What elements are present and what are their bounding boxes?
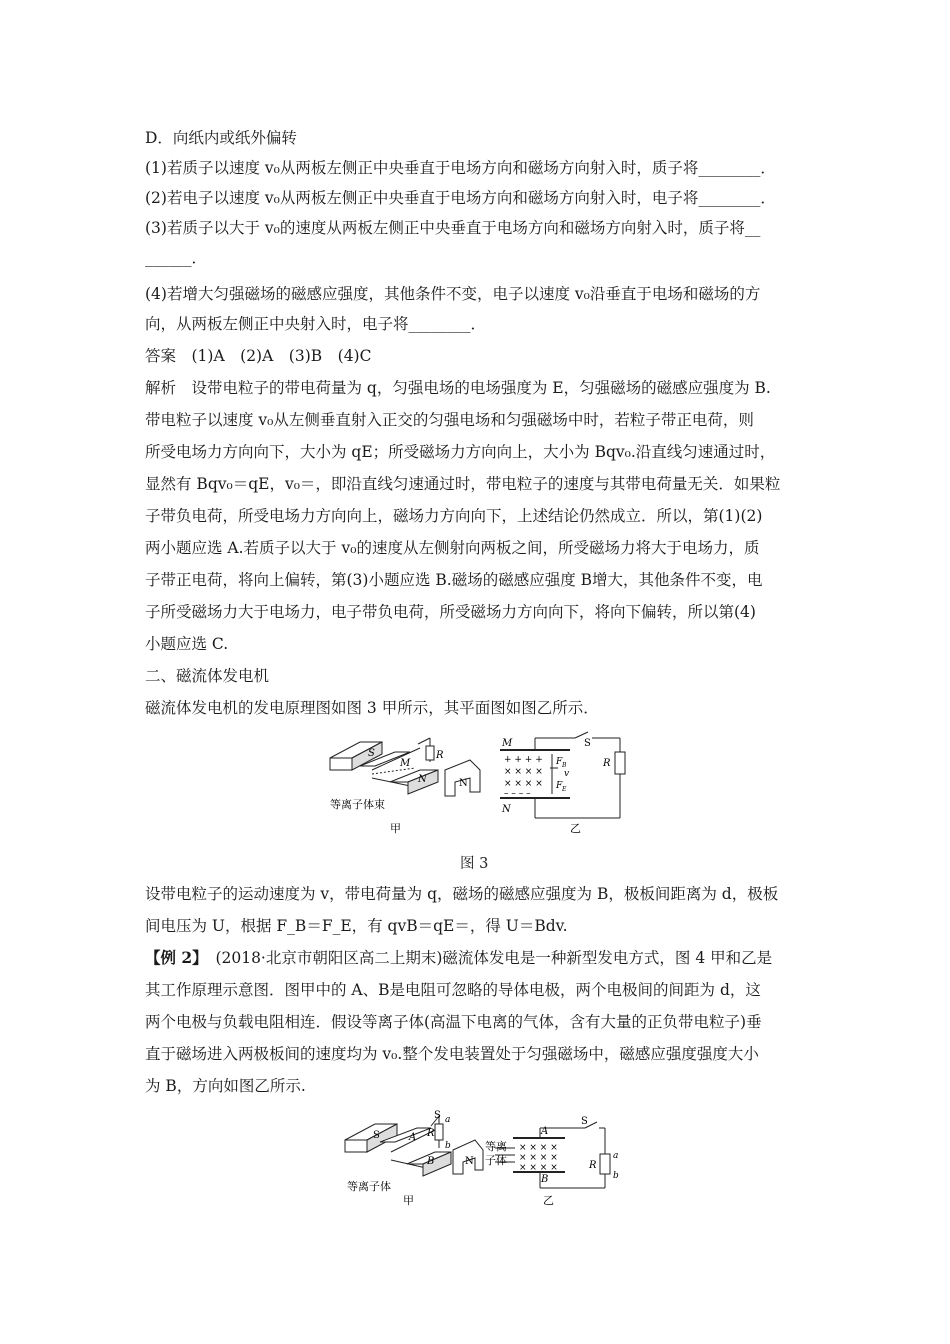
fig3-label-m2: M: [502, 738, 513, 749]
fig4-left-apparatus: [345, 1116, 483, 1176]
example-2-line: 其工作原理示意图．图甲中的 A、B是电阻可忽略的导体电极，两个电极间的间距为 d，这: [145, 981, 761, 999]
example-2-line: 两个电极与负载电阻相连．假设等离子体(高温下电离的气体，含有大量的正负带电粒子)垂: [145, 1013, 762, 1031]
fig3-label-v: v: [564, 769, 570, 779]
question-4-cont: 向，从两板左侧正中央射入时，电子将________．: [145, 315, 487, 333]
analysis-line: 两小题应选 A.若质子以大于 v₀的速度从左侧射向两板之间，所受磁场力将大于电场力，质: [145, 539, 760, 557]
answer: 答案 (1)A (2)A (3)B (4)C: [145, 347, 372, 365]
fig4-right-label: 乙: [543, 1194, 554, 1207]
analysis-line: 子带负电荷，所受电场力方向向上，磁场力方向向下，上述结论仍然成立．所以，第(1)(2): [145, 507, 763, 525]
fig3-label-n3: N: [502, 804, 511, 815]
analysis-line: 带电粒子以速度 v₀从左侧垂直射入正交的匀强电场和匀强磁场中时，若粒子带正电荷，则: [145, 411, 754, 429]
fig3-right-label: 乙: [570, 822, 581, 835]
derivation-line: 间电压为 U，根据 F_B＝F_E，有 qvB＝qE＝，得 U＝Bdv.: [145, 917, 568, 935]
question-3: (3)若质子以大于 v₀的速度从两板左侧正中央垂直于电场方向和磁场方向射入时，质子将__: [145, 219, 761, 237]
fig3-label-s2: S: [584, 738, 591, 749]
fig3-label-n2: N: [459, 778, 468, 789]
example-tag: 【例 2】: [145, 948, 200, 967]
fig4-label-a3: a: [613, 1151, 619, 1161]
section-heading: 二、磁流体发电机: [145, 667, 270, 685]
figure-4: [335, 1108, 625, 1208]
fig4-label-s2: S: [581, 1116, 588, 1127]
fig4-label-a2: A: [541, 1126, 549, 1137]
fig4-label-a-small: a: [445, 1115, 451, 1125]
fig4-label-s-switch: S: [434, 1110, 441, 1121]
fig4-plasma-label-2b: 子体: [485, 1154, 507, 1167]
fig4-label-b: B: [427, 1156, 435, 1167]
fig4-plasma-label: 等离子体: [347, 1180, 391, 1193]
fig4-cross-row: × × × ×: [519, 1143, 558, 1153]
fig3-cross-row: × × × ×: [504, 767, 543, 777]
fig3-plus-row: + + + +: [504, 755, 543, 765]
fig4-label-b3: b: [613, 1171, 619, 1181]
analysis-line: 小题应选 C.: [145, 635, 229, 653]
fig4-plasma-label-2a: 等离: [485, 1140, 507, 1153]
example-2-line: 为 B，方向如图乙所示.: [145, 1077, 306, 1095]
fig3-label-fe: F: [556, 781, 563, 791]
question-1: (1)若质子以速度 v₀从两板左侧正中央垂直于电场方向和磁场方向射入时，质子将________．: [145, 159, 776, 177]
fig3-minus-row: – – – –: [504, 789, 531, 799]
analysis-line: 解析 设带电粒子的带电荷量为 q，匀强电场的电场强度为 E，匀强磁场的磁感应强度为 B.: [145, 379, 771, 397]
fig3-label-fb-sub: B: [562, 762, 567, 769]
question-4: (4)若增大匀强磁场的磁感应强度，其他条件不变，电子以速度 v₀沿垂直于电场和磁场的方: [145, 285, 761, 303]
analysis-line: 子所受磁场力大于电场力，电子带负电荷，所受磁场力方向向下，将向下偏转，所以第(4): [145, 603, 756, 621]
derivation-line: 设带电粒子的运动速度为 v，带电荷量为 q，磁场的磁感应强度为 B，极板间距离为 d，极板: [145, 885, 779, 903]
fig3-label-fe-sub: E: [562, 786, 567, 793]
example-2-line: 直于磁场进入两极板间的速度均为 v₀.整个发电装置处于匀强磁场中，磁感应强度强度大小: [145, 1045, 759, 1063]
fig3-label-n: N: [418, 774, 427, 785]
fig3-label-s: S: [368, 748, 375, 759]
fig4-cross-row: × × × ×: [519, 1163, 558, 1173]
fig3-label-m: M: [400, 758, 411, 769]
fig3-left-label: 甲: [390, 822, 401, 835]
fig3-cross-row: × × × ×: [504, 779, 543, 789]
fig4-label-b-small: b: [445, 1141, 451, 1151]
analysis-line: 所受电场力方向向下，大小为 qE；所受磁场力方向向上，大小为 Bqv₀.沿直线匀速通过时，: [145, 443, 776, 461]
fig3-plasma-label: 等离子体束: [330, 798, 385, 811]
intro-line: 磁流体发电机的发电原理图如图 3 甲所示，其平面图如图乙所示．: [145, 699, 599, 717]
fig4-label-r: R: [427, 1128, 435, 1139]
fig3-label-fb: F: [556, 757, 563, 767]
fig4-label-r2: R: [589, 1160, 597, 1171]
fig4-label-b2: B: [541, 1174, 549, 1185]
fig4-label-s: S: [373, 1130, 380, 1141]
figure-3-caption: 图 3: [460, 856, 489, 872]
question-2: (2)若电子以速度 v₀从两板左侧正中央垂直于电场方向和磁场方向射入时，电子将________．: [145, 189, 776, 207]
option-d: D．向纸内或纸外偏转: [145, 129, 297, 147]
fig4-left-label: 甲: [403, 1194, 414, 1207]
example-2-line: 【例 2】 (2018·北京市朝阳区高二上期末)磁流体发电是一种新型发电方式，图 4 甲和乙是: [145, 948, 773, 967]
fig4-cross-row: × × × ×: [519, 1153, 558, 1163]
fig4-label-a: A: [409, 1132, 417, 1143]
fig3-label-r2: R: [603, 758, 611, 769]
analysis-line: 子带正电荷，将向上偏转，第(3)小题应选 B.磁场的磁感应强度 B增大，其他条件不变，电: [145, 571, 763, 589]
fig4-label-n: N: [465, 1156, 474, 1167]
analysis-line: 显然有 Bqv₀＝qE，v₀＝，即沿直线匀速通过时，带电粒子的速度与其带电荷量无关．如果粒: [145, 475, 781, 493]
figure-3: [320, 730, 630, 840]
fig3-label-r: R: [436, 750, 444, 761]
question-3-cont: ______．: [145, 249, 208, 267]
